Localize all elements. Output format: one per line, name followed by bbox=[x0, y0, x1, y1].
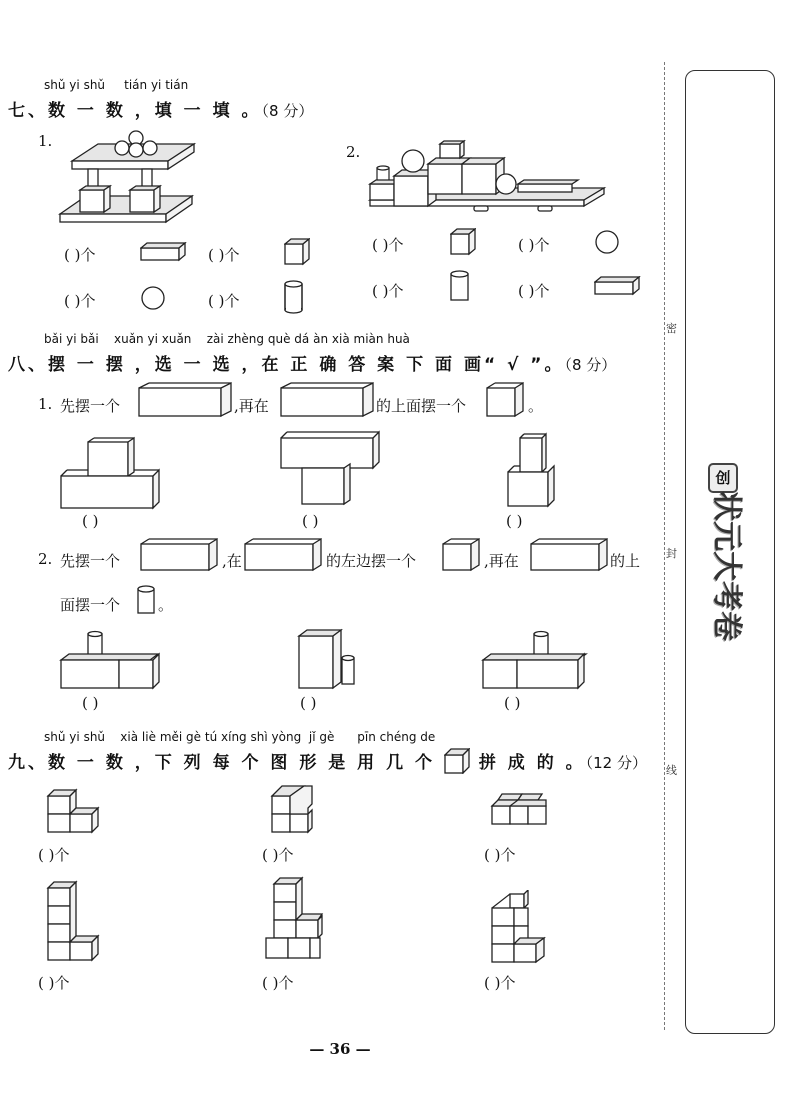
side-char-xian: 线 bbox=[666, 764, 677, 777]
sec7-q1-blank-1[interactable]: ( )个 bbox=[64, 246, 96, 264]
sec8-q2-answer-c[interactable]: ( ) bbox=[504, 694, 521, 712]
cuboid-icon bbox=[140, 242, 188, 262]
sec8-q2-option-b[interactable] bbox=[296, 626, 360, 690]
sec8-q1-option-a[interactable] bbox=[58, 436, 162, 510]
sec8-q1-answer-a[interactable]: ( ) bbox=[82, 512, 99, 530]
sec8-q2-label: 2. bbox=[38, 550, 53, 568]
cube-icon bbox=[486, 382, 526, 418]
cuboid-icon bbox=[244, 538, 324, 572]
sec9-blank-4[interactable]: ( )个 bbox=[38, 974, 70, 992]
brand-panel bbox=[685, 70, 775, 1034]
cube-icon bbox=[284, 238, 310, 266]
sec8-q2-answer-b[interactable]: ( ) bbox=[300, 694, 317, 712]
sec7-q1-blank-2[interactable]: ( )个 bbox=[208, 246, 240, 264]
sec7-q2-blank-1[interactable]: ( )个 bbox=[372, 236, 404, 254]
sec9-figure-6 bbox=[488, 890, 550, 968]
sec8-q2-text-1: 先摆一个 bbox=[60, 552, 121, 570]
sec7-title: 七、数 一 数 ，填 一 填 。（8 分） bbox=[8, 101, 314, 121]
page-number: — 36 — bbox=[309, 1040, 371, 1058]
sec7-q2-blank-2[interactable]: ( )个 bbox=[518, 236, 550, 254]
sec8-q1-option-b[interactable] bbox=[278, 430, 382, 508]
sec8-q1-text-2: ,再在 bbox=[234, 397, 269, 415]
sec9-pinyin: shǔ yi shǔ xià liè měi gè tú xíng shì yòng jǐ gè pīn chéng de bbox=[44, 730, 436, 744]
sec9-figure-4 bbox=[44, 878, 100, 968]
sec7-q2-figure bbox=[366, 138, 608, 218]
sec8-q2-text-2: ,在 bbox=[222, 552, 242, 570]
sec7-q1-label: 1. bbox=[38, 132, 53, 150]
sec9-figure-3 bbox=[488, 790, 550, 830]
sec9-figure-5 bbox=[262, 874, 324, 968]
sec7-q2-blank-3[interactable]: ( )个 bbox=[372, 282, 404, 300]
sec8-q1-answer-b[interactable]: ( ) bbox=[302, 512, 319, 530]
cuboid-icon bbox=[140, 538, 220, 572]
sec8-q2-answer-a[interactable]: ( ) bbox=[82, 694, 99, 712]
sec8-q1-text-4: 。 bbox=[528, 397, 544, 415]
sec7-pinyin: shǔ yi shǔ tián yi tián bbox=[44, 78, 189, 92]
sec7-q1-figure bbox=[58, 126, 198, 230]
sec8-q1-option-c[interactable] bbox=[504, 430, 558, 508]
cuboid-icon bbox=[280, 382, 376, 418]
sec7-q2-blank-4[interactable]: ( )个 bbox=[518, 282, 550, 300]
sec9-blank-3[interactable]: ( )个 bbox=[484, 846, 516, 864]
brand-title: 状元大考卷 bbox=[709, 491, 744, 641]
sec8-q1-text-1: 先摆一个 bbox=[60, 397, 121, 415]
sec9-figure-2 bbox=[268, 782, 316, 836]
side-char-mi: 密 bbox=[666, 322, 677, 335]
sphere-icon bbox=[594, 229, 620, 255]
sec9-figure-1 bbox=[44, 786, 100, 836]
cube-icon bbox=[450, 228, 476, 256]
cube-icon bbox=[442, 538, 482, 572]
sec8-q2-option-a[interactable] bbox=[58, 630, 162, 690]
sec9-blank-2[interactable]: ( )个 bbox=[262, 846, 294, 864]
cuboid-icon bbox=[530, 538, 610, 572]
sec8-q1-answer-c[interactable]: ( ) bbox=[506, 512, 523, 530]
sec8-q1-label: 1. bbox=[38, 395, 53, 413]
sec7-q1-blank-4[interactable]: ( )个 bbox=[208, 292, 240, 310]
sec8-q2-text-3: 的左边摆一个 bbox=[326, 552, 417, 570]
binding-line bbox=[664, 62, 665, 1030]
brand-logo-icon: 创 bbox=[708, 463, 738, 493]
sec9-blank-5[interactable]: ( )个 bbox=[262, 974, 294, 992]
sec9-blank-6[interactable]: ( )个 bbox=[484, 974, 516, 992]
cuboid-icon bbox=[594, 276, 642, 296]
sec8-q2-text-6: 面摆一个 bbox=[60, 596, 121, 614]
sec9-title: 九、数 一 数 ，下 列 每 个 图 形 是 用 几 个 拼 成 的 。（12 分） bbox=[8, 748, 647, 774]
sec8-title: 八、摆 一 摆 ，选 一 选 ，在 正 确 答 案 下 面 画“ √ ”。（8 分） bbox=[8, 355, 617, 375]
cylinder-icon bbox=[284, 280, 304, 314]
sec9-blank-1[interactable]: ( )个 bbox=[38, 846, 70, 864]
sec8-q2-text-7: 。 bbox=[158, 596, 174, 614]
sec8-q2-text-5: 的上 bbox=[610, 552, 641, 570]
cylinder-icon bbox=[450, 270, 470, 304]
sec8-pinyin: bǎi yi bǎi xuǎn yi xuǎn zài zhèng què dá àn xià miàn huà bbox=[44, 332, 410, 346]
cuboid-icon bbox=[138, 382, 234, 418]
sec8-q2-option-c[interactable] bbox=[480, 630, 590, 690]
sec8-q2-text-4: ,再在 bbox=[484, 552, 519, 570]
cylinder-icon bbox=[136, 584, 158, 618]
sphere-icon bbox=[140, 285, 166, 311]
cube-icon bbox=[444, 748, 470, 774]
side-char-feng: 封 bbox=[666, 547, 677, 560]
sec8-q1-text-3: 的上面摆一个 bbox=[376, 397, 467, 415]
sec7-q2-label: 2. bbox=[346, 143, 361, 161]
sec7-q1-blank-3[interactable]: ( )个 bbox=[64, 292, 96, 310]
